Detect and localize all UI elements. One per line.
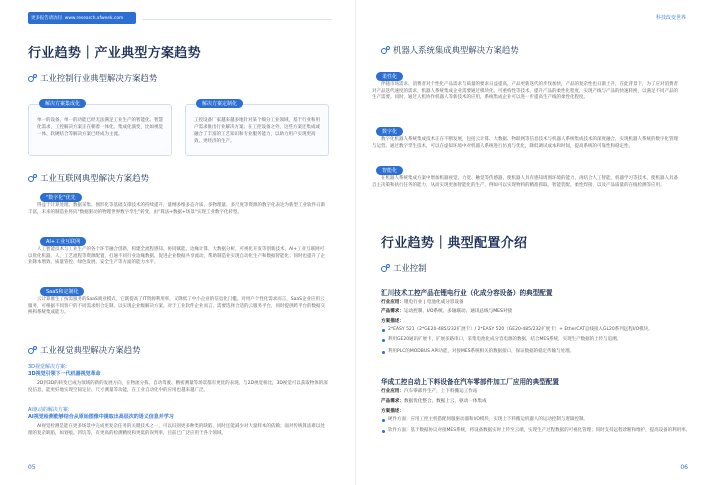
header-divider [142, 19, 332, 20]
gear-icon [381, 46, 390, 55]
paragraph-intelligent: 在机器人系统集成方案中增加机器视觉、力觉、触觉等传感器，使机器人具有感知周围环境的能力，再结合人工智能、机器学习等技术，使机器人具备自主决策和执行任务的能力，从而实现更加智能化的生产，例如可以实现物料的精准抓取、智能装配、柔性焊接，以及产品质量的在线检测等应用。 [372, 176, 678, 188]
case1-bullet: 利用PLC的MODBUS API功能，对接MES系统相关的数据接口，保证数据的稳定传输与处理。 [381, 349, 693, 356]
gear-icon [28, 346, 37, 355]
case-head-inovance: 汇川技术工控产品在锂电行业（化成分容设备）的典型配置 [381, 289, 553, 297]
tag-flexible: 柔性化 [376, 72, 403, 81]
header-slogan: 科技改变世界 [655, 15, 686, 21]
page-title-right: 行业趋势｜典型配置介绍 [381, 236, 528, 251]
case2-product [381, 398, 487, 405]
subsection-label-ai: AI驱动的解决方案: [28, 407, 70, 413]
section-title-text: 工业控制行业典型解决方案趋势 [40, 73, 158, 83]
paragraph-ai: 人工智能技术与工业生产的各个环节融合创新，构建全流程感知、协同赋能、边缘计算、大数据分析，可视化开发等创新技术，AI+工业互联网可以优化机器、人、工艺流程等资源配置，打通不同行业边缘数据，促进企业数据共享流动，帮助制造业实现自动化生产和数据智能化；同时也提升了企业降本增效、质量管控、绿色发展、安全生产等方面的能力水平。 [28, 247, 325, 266]
tag-intelligent: 智能化 [376, 166, 403, 175]
case2-bullet: 硬件方面：应用工控主机搭配伺服驱动器和I/O模块，实现上下料搬运机器人的运动控制与逻辑控制。 [381, 417, 693, 424]
section-title-industrial-control [28, 72, 157, 84]
header-banner[interactable] [28, 12, 136, 24]
kv-value: 运动控制、I/O系统、多轴联动、通讯总线与MES对接 [403, 309, 513, 314]
kv-value: 锂电行业 | 电池化成分容设备 [403, 300, 464, 305]
tag-ai-iiot: AI+工业互联网 [40, 237, 86, 246]
gear-icon [28, 174, 37, 183]
subsection-head-ai: AI视觉检测能够结合从原始图像中提取出高层次的语义信息并学习 [28, 414, 174, 420]
section-title-robot [381, 44, 519, 56]
page-title: 行业趋势｜产业典型方案趋势 [28, 46, 201, 61]
paragraph-digital: 得益于计算处理、数据采集、图形化等基础支撑技术的持续提升，量纲多维多态介质、多物理量、多尺度等资源的数字化表达为新型工业软件日渐丰富，未来的制造业将向"数据驱动的物理世界数字孪生"转变，由"算法+数据+场景"实现工业数字化转型。 [28, 203, 325, 215]
section-title-text: 工业控制 [393, 263, 427, 273]
card-integration [28, 101, 172, 156]
paragraph-3d: 2D到3D的转变已成为领域的新的发展方向，在物流分拣、自动驾驶、精密测量等场景都有更优的表现。与2D视觉相比，3D视觉可以获取物体的深度信息，能更好地实现空间定位、尺寸测量等功能，在工业自动化中的应用也越来越广泛。 [28, 381, 328, 393]
section-title-iiot [28, 172, 149, 184]
case1-product [381, 308, 512, 315]
section-title-text: 工业互联网典型解决方案趋势 [40, 173, 149, 183]
kv-label: 产品需求： [381, 399, 404, 404]
gear-icon [381, 264, 390, 273]
tag-saas: SaaS和定制化 [40, 287, 84, 296]
page-number: 06 [680, 464, 688, 471]
header-right [656, 14, 686, 21]
tag-digital-first: "数字化"优先 [40, 193, 82, 202]
case1-config-label [381, 318, 404, 325]
case1-bullet: 利用GE20通讯扩展卡，扩展多路串口，采集电池化成分容电源的数据，结合MES系统，实现生产数据的上传与追溯。 [381, 337, 693, 344]
header-url[interactable]: www.research.xfweek.com [64, 15, 124, 21]
paragraph-digital-robot: 数字化机器人系统集成技术正在不断发展，包括云计算、大数据、物联网等信息技术与机器人系统集成技术的深度融合，实现机器人系统的数字化管理与运营。通过数字孪生技术，可以在虚拟环境中对机器人系统进行仿真与优化，降低调试成本和时间，提高系统的可靠性和稳定性。 [372, 137, 678, 149]
kv-label: 行业应用： [381, 300, 404, 305]
subsection-head-3d: 3D视觉引领下一代机器视觉革命 [28, 371, 101, 377]
case2-bullet: 软件方面：基于数据协议对接MES系统，将设备数据实时上传至云端，实现生产过程数据的可视化管理；同时支持远程诊断和维护，提高设备的利用率。 [381, 428, 693, 435]
case2-config-label [381, 408, 404, 415]
kv-label: 行业应用： [381, 389, 404, 394]
case-head-huacheng: 华成工控自动上下料设备在汽车零部件加工厂应用的典型配置 [381, 378, 560, 386]
card-text: 单一的设备、单一的功能已经无法满足工业生产的智能化、智慧化需求，工控解决方案正在朝着一体化、集成化演变，比如视觉一体、软硬结合等解决方案已经成为主流。 [37, 118, 163, 137]
kv-value: 汽车零部件生产，上下料搬运工作站 [403, 389, 478, 394]
card-tag: 解决方案集成化 [39, 99, 86, 108]
case2-industry [381, 388, 478, 395]
right-page [355, 0, 710, 485]
card-text: 工控设备厂家越来越多地针对某个细分工业领域，基于行业和用户需求推出行业解决方案；在工控设备之外，这些方案还集成或融合了丰富的工艺知识和专业服务能力，以助力用户实现更高效、更经济的生产。 [194, 118, 320, 144]
case1-industry [381, 299, 464, 306]
page-number: 05 [28, 464, 36, 471]
card-customization [185, 101, 329, 156]
gear-icon [28, 74, 37, 83]
card-tag: 解决方案定制化 [196, 99, 243, 108]
header-logo-text: 更多报告请访问 [31, 16, 62, 21]
kv-label: 方案描述： [381, 319, 404, 324]
section-title-text: 工业视觉典型解决方案趋势 [40, 345, 141, 355]
kv-label: 产品需求： [381, 309, 404, 314]
kv-value: 数据优化整合、数据上云、驱动一体集成 [403, 399, 487, 404]
paragraph-ai-vision: AI视觉检测是能在更多场景中完成更复杂任务的关键技术之一，可以识别更多种类的缺陷，同时还能减少对大量样本的依赖；面对传统算法难以处理的复杂缺陷，如划痕、凹坑等，有更高的检测精度和更低的误判率，目前已广泛应用于各个领域。 [28, 424, 325, 436]
case1-bullet: 2*EASY 521（2*GE20-485/232扩展卡）/ 2*EASY 520（GE20-485/232扩展卡）+ EtherCAT总线接入GL20系列远程I/O模块。 [381, 327, 693, 334]
subsection-label-3d: 3D视觉解决方案: [28, 364, 67, 370]
section-title-control [381, 262, 427, 274]
section-title-vision [28, 344, 141, 356]
kv-label: 方案描述： [381, 409, 404, 414]
paragraph-flexible: 伴随市场需求、消费者对个性化产品需求与质量的要求日益提高，产品更新迭代的步伐加快，产品的复杂性也日渐上升，在此背景下，为了应对消费者对产品迭代速度的需求，机器人系统集成企业需要通过模块化、可重构性等技术，提升产品的柔性化程度，实现产线与产品的快速转换，以满足不同产品的生产需要。同时，通过人机协作机器人等新技术的应用，系统集成企业可以进一步提高生产线的柔性化程度。 [372, 82, 678, 101]
paragraph-saas: 云计算催生了按需服务的SaaS商业模式，它既提高了IT资源利用率，又降低了中小企业的信息化门槛。对用户个性化需求而言，SaaS企业应用云服务，可根据不同客户的不同需求组合定制，以实现企业级解决方案。对于工业软件企业而言，需要选择合适的云服务平台，同时提供跨平台的数据交换和系统集成能力。 [28, 297, 325, 316]
section-title-text: 机器人系统集成典型解决方案趋势 [393, 45, 519, 55]
tag-digital: 数字化 [376, 127, 403, 136]
